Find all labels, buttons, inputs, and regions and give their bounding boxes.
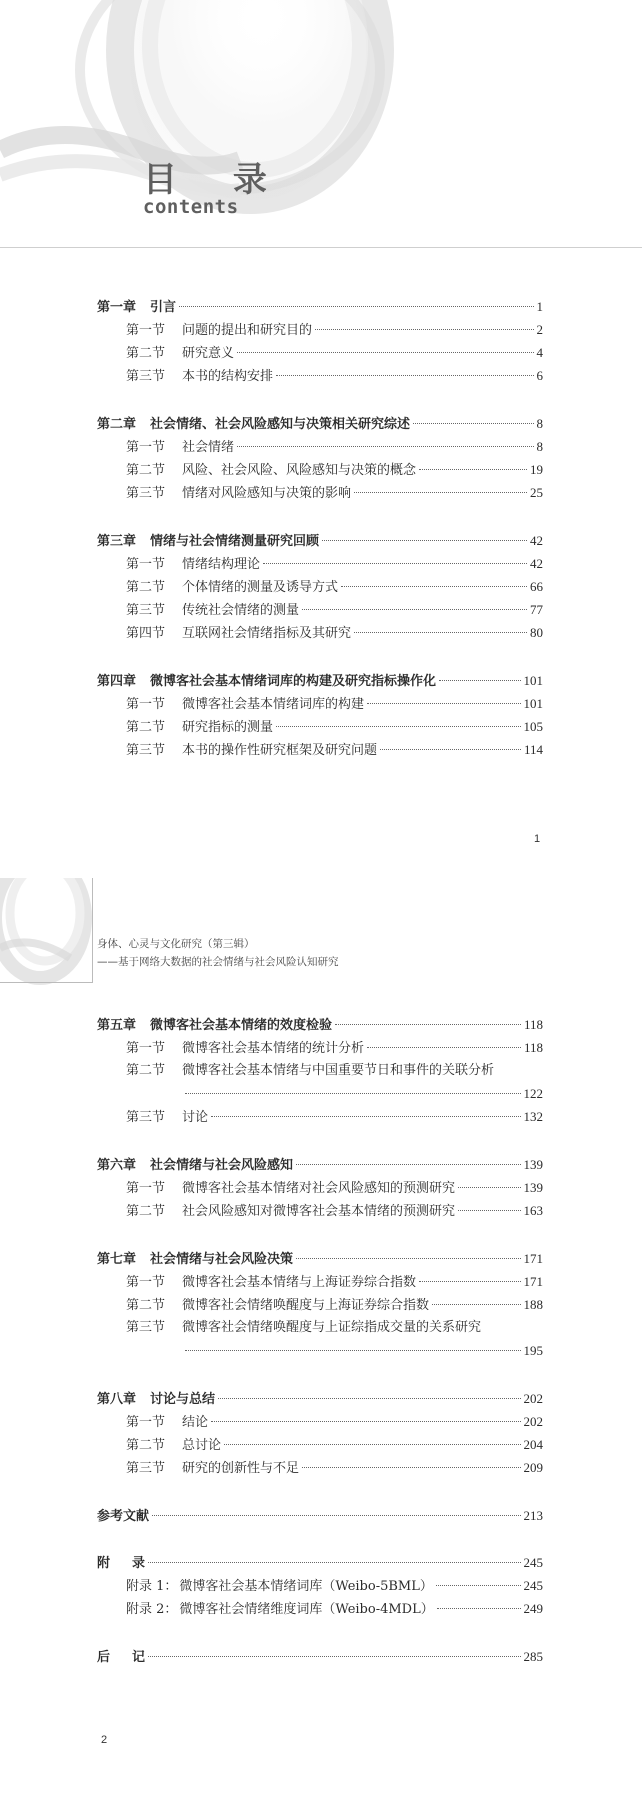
toc-appendix-entry[interactable] <box>97 1598 543 1620</box>
toc-entry-title: 微博客社会基本情绪与上海证券综合指数 <box>182 1275 417 1290</box>
toc-leader-dots <box>179 306 533 307</box>
toc-leader-dots <box>458 1210 520 1211</box>
toc-page-number: 171 <box>523 1251 543 1266</box>
toc-leader-dots <box>322 540 527 541</box>
toc-chapter-entry[interactable] <box>97 1646 543 1668</box>
toc-leader-dots <box>296 1258 520 1259</box>
toc-entry-label: 第八章 <box>97 1392 137 1407</box>
toc-entry-label: 后 <box>97 1650 111 1665</box>
toc-page-number: 188 <box>523 1297 543 1312</box>
toc-entry-title: 情绪与社会情绪测量研究回顾 <box>150 534 320 549</box>
toc-page-number: 80 <box>530 625 543 640</box>
toc-leader-dots <box>302 609 527 610</box>
toc-section-entry[interactable] <box>97 436 543 458</box>
toc-entry-title: 结论 <box>182 1415 209 1430</box>
toc-page-number: 132 <box>523 1109 543 1124</box>
toc-leader-dots <box>380 749 521 750</box>
toc-leader-dots <box>211 1116 520 1117</box>
toc-leader-dots <box>458 1187 520 1188</box>
toc-page-number: 209 <box>523 1460 543 1475</box>
toc-entry-label: 第六章 <box>97 1158 137 1173</box>
toc-entry-title: 社会情绪与社会风险感知 <box>150 1158 294 1173</box>
toc-entry-label: 第七章 <box>97 1252 137 1267</box>
toc-section-entry[interactable] <box>97 1317 543 1339</box>
toc-entry-label: 第一节 <box>126 697 166 712</box>
toc-entry-label: 第一节 <box>126 1415 166 1430</box>
toc-leader-dots <box>148 1656 520 1657</box>
toc-section-entry[interactable] <box>97 319 543 341</box>
toc-page-number: 118 <box>523 1040 543 1055</box>
toc-chapter-entry[interactable] <box>97 1154 543 1176</box>
toc-entry-label: 第二节 <box>126 346 166 361</box>
toc-section-entry[interactable] <box>97 1294 543 1316</box>
toc-chapter-entry[interactable] <box>97 530 543 552</box>
toc-page-number: 2 <box>536 322 543 337</box>
toc-section-entry[interactable] <box>97 693 543 715</box>
toc-page-number: 25 <box>530 485 543 500</box>
toc-chapter-entry[interactable] <box>97 1248 543 1270</box>
toc-leader-dots <box>367 1047 521 1048</box>
toc-section-entry[interactable] <box>97 553 543 575</box>
toc-leader-dots <box>341 586 527 587</box>
toc-entry-title: 微博客社会基本情绪与中国重要节日和事件的关联分析 <box>182 1063 495 1078</box>
toc-entry-title: 微博客社会基本情绪的统计分析 <box>182 1041 365 1056</box>
toc-entry-label: 第一节 <box>126 1041 166 1056</box>
toc-page-number: 163 <box>523 1203 543 1218</box>
toc-leader-dots <box>354 492 527 493</box>
toc-entry-title: 情绪对风险感知与决策的影响 <box>182 486 352 501</box>
toc-page-number: 202 <box>523 1414 543 1429</box>
toc-page-number: 42 <box>530 556 543 571</box>
toc-page-1 <box>0 0 642 868</box>
toc-entry-title: 研究指标的测量 <box>182 720 274 735</box>
toc-page-number: 6 <box>536 368 543 383</box>
toc-page-number: 285 <box>523 1649 543 1664</box>
toc-page-number: 245 <box>523 1578 543 1593</box>
toc-entry-title: 总讨论 <box>182 1438 222 1453</box>
toc-entry-title: 本书的操作性研究框架及研究问题 <box>182 743 378 758</box>
toc-entry-label: 第三章 <box>97 534 137 549</box>
toc-section-entry[interactable] <box>97 459 543 481</box>
toc-leader-dots <box>439 680 520 681</box>
toc-leader-dots <box>413 423 533 424</box>
toc-leader-dots <box>218 1398 520 1399</box>
toc-leader-dots <box>211 1421 520 1422</box>
page-number: 1 <box>534 833 541 845</box>
toc-leader-dots <box>436 1585 521 1586</box>
toc-entry-title: 引言 <box>150 300 177 315</box>
toc-entry-title: 微博客社会情绪维度词库（Weibo-4MDL） <box>179 1602 434 1617</box>
toc-page-number: 105 <box>523 719 543 734</box>
toc-entry-label: 附录 1： <box>126 1579 178 1594</box>
toc-title-cn: 目 录 <box>143 160 289 200</box>
toc-section-entry[interactable] <box>97 482 543 504</box>
toc-entry-label: 第四节 <box>126 626 166 641</box>
toc-entry-title: 社会情绪、社会风险感知与决策相关研究综述 <box>150 417 411 432</box>
toc-page-number: 249 <box>523 1601 543 1616</box>
toc-page-number: 202 <box>523 1391 543 1406</box>
toc-leader-dots <box>185 1350 521 1351</box>
toc-page-number: 8 <box>536 416 543 431</box>
toc-section-entry[interactable] <box>97 576 543 598</box>
toc-chapter-entry[interactable] <box>97 1014 543 1036</box>
toc-section-entry[interactable] <box>97 1106 543 1128</box>
toc-title-en: contents <box>143 196 239 218</box>
toc-entry-label: 第二节 <box>126 1298 166 1313</box>
toc-entry-title: 记 <box>132 1650 146 1665</box>
toc-entry-continuation[interactable] <box>97 1083 543 1105</box>
toc-entry-label: 第一节 <box>126 323 166 338</box>
toc-page-number: 139 <box>523 1157 543 1172</box>
toc-section-entry[interactable] <box>97 622 543 644</box>
toc-entry-title: 本书的结构安排 <box>182 369 274 384</box>
toc-entry-title: 微博客社会情绪唤醒度与上证综指成交量的关系研究 <box>182 1320 482 1335</box>
toc-entry-label: 第一节 <box>126 440 166 455</box>
toc-entry-label: 第五章 <box>97 1018 137 1033</box>
toc-leader-dots <box>335 1024 521 1025</box>
toc-chapter-entry[interactable] <box>97 296 543 318</box>
toc-leader-dots <box>354 632 527 633</box>
toc-entry-label: 第一节 <box>126 1181 166 1196</box>
toc-page-number: 204 <box>523 1437 543 1452</box>
toc-appendix-entry[interactable] <box>97 1575 543 1597</box>
toc-section-entry[interactable] <box>97 1200 543 1222</box>
toc-chapter-entry[interactable] <box>97 1388 543 1410</box>
corner-frame <box>0 878 93 983</box>
toc-entry-title: 个体情绪的测量及诱导方式 <box>182 580 339 595</box>
toc-entry-title: 参考文献 <box>97 1509 150 1524</box>
toc-entry-title: 传统社会情绪的测量 <box>182 603 300 618</box>
toc-entry-title: 微博客社会基本情绪词库的构建 <box>182 697 365 712</box>
toc-entry-label: 第一节 <box>126 557 166 572</box>
toc-page-number: 66 <box>530 579 543 594</box>
toc-entry-title: 录 <box>132 1556 146 1571</box>
toc-entry-title: 微博客社会基本情绪的效度检验 <box>150 1018 333 1033</box>
toc-leader-dots <box>237 446 533 447</box>
toc-entry-title: 讨论 <box>182 1110 209 1125</box>
toc-chapter-entry[interactable] <box>97 670 543 692</box>
header-rule <box>0 247 642 248</box>
page-number: 2 <box>101 1734 108 1746</box>
toc-leader-dots <box>185 1093 521 1094</box>
toc-entry-title: 微博客社会情绪唤醒度与上海证券综合指数 <box>182 1298 430 1313</box>
toc-page-number: 101 <box>523 673 543 688</box>
toc-leader-dots <box>148 1562 520 1563</box>
toc-leader-dots <box>296 1164 520 1165</box>
toc-section-entry[interactable] <box>97 716 543 738</box>
toc-page-number: 1 <box>536 299 543 314</box>
toc-entry-title: 讨论与总结 <box>150 1392 216 1407</box>
toc-section-entry[interactable] <box>97 599 543 621</box>
toc-section-entry[interactable] <box>97 1411 543 1433</box>
toc-section-entry[interactable] <box>97 1271 543 1293</box>
toc-leader-dots <box>276 375 533 376</box>
toc-entry-label: 第二节 <box>126 720 166 735</box>
toc-chapter-entry[interactable] <box>97 413 543 435</box>
toc-entry-title: 互联网社会情绪指标及其研究 <box>182 626 352 641</box>
toc-page-number: 77 <box>530 602 543 617</box>
toc-leader-dots <box>367 703 520 704</box>
toc-page-number: 213 <box>523 1508 543 1523</box>
toc-page-number: 42 <box>530 533 543 548</box>
toc-leader-dots <box>263 563 527 564</box>
toc-leader-dots <box>224 1444 520 1445</box>
toc-entry-title: 微博客社会基本情绪词库的构建及研究指标操作化 <box>150 674 437 689</box>
toc-section-entry[interactable] <box>97 1434 543 1456</box>
toc-entry-title: 社会情绪 <box>182 440 235 455</box>
running-header-series: 身体、心灵与文化研究（第三辑） <box>97 938 255 950</box>
toc-entry-title: 微博客社会基本情绪词库（Weibo-5BML） <box>179 1579 433 1594</box>
toc-entry-continuation[interactable] <box>97 1340 543 1362</box>
toc-page-2 <box>0 868 642 1798</box>
toc-leader-dots <box>315 329 533 330</box>
toc-entry-label: 第三节 <box>126 1461 166 1476</box>
toc-entry-label: 第三节 <box>126 1320 166 1335</box>
toc-entry-label: 第三节 <box>126 486 166 501</box>
toc-entry-label: 第二节 <box>126 1438 166 1453</box>
toc-page-number: 171 <box>523 1274 543 1289</box>
toc-page-number: 101 <box>523 696 543 711</box>
toc-page-number: 8 <box>536 439 543 454</box>
toc-entry-title: 问题的提出和研究目的 <box>182 323 313 338</box>
toc-entry-label: 第三节 <box>126 1110 166 1125</box>
toc-entry-label: 第二节 <box>126 580 166 595</box>
toc-entry-label: 附录 2： <box>126 1602 178 1617</box>
toc-entry-title: 研究的创新性与不足 <box>182 1461 300 1476</box>
toc-entry-label: 第二节 <box>126 463 166 478</box>
toc-entry-title: 风险、社会风险、风险感知与决策的概念 <box>182 463 417 478</box>
toc-entry-label: 第一节 <box>126 1275 166 1290</box>
toc-section-entry[interactable] <box>97 739 543 761</box>
toc-entry-label: 第二节 <box>126 1063 166 1078</box>
toc-entry-label: 附 <box>97 1556 111 1571</box>
toc-leader-dots <box>437 1608 521 1609</box>
toc-entry-label: 第二节 <box>126 1204 166 1219</box>
toc-section-entry[interactable] <box>97 342 543 364</box>
toc-entry-label: 第三节 <box>126 369 166 384</box>
toc-page-number: 122 <box>523 1086 543 1101</box>
toc-leader-dots <box>432 1304 520 1305</box>
toc-leader-dots <box>152 1515 520 1516</box>
toc-entry-title: 微博客社会基本情绪对社会风险感知的预测研究 <box>182 1181 456 1196</box>
toc-page-number: 195 <box>523 1343 543 1358</box>
toc-section-entry[interactable] <box>97 1457 543 1479</box>
toc-leader-dots <box>237 352 533 353</box>
toc-page-number: 19 <box>530 462 543 477</box>
toc-entry-title: 社会风险感知对微博客社会基本情绪的预测研究 <box>182 1204 456 1219</box>
toc-entry-label: 第一章 <box>97 300 137 315</box>
toc-entry-title: 研究意义 <box>182 346 235 361</box>
toc-page-number: 139 <box>523 1180 543 1195</box>
toc-leader-dots <box>419 469 527 470</box>
toc-page-number: 118 <box>523 1017 543 1032</box>
toc-entry-label: 第三节 <box>126 603 166 618</box>
toc-page-number: 114 <box>523 742 543 757</box>
toc-section-entry[interactable] <box>97 1037 543 1059</box>
toc-leader-dots <box>302 1467 520 1468</box>
toc-entry-title: 社会情绪与社会风险决策 <box>150 1252 294 1267</box>
toc-entry-title: 情绪结构理论 <box>182 557 261 572</box>
toc-section-entry[interactable] <box>97 1177 543 1199</box>
toc-entry-label: 第四章 <box>97 674 137 689</box>
toc-leader-dots <box>419 1281 520 1282</box>
toc-entry-label: 第二章 <box>97 417 137 432</box>
toc-leader-dots <box>276 726 520 727</box>
toc-page-number: 4 <box>536 345 543 360</box>
toc-chapter-entry[interactable] <box>97 1505 543 1527</box>
toc-section-entry[interactable] <box>97 365 543 387</box>
toc-page-number: 245 <box>523 1555 543 1570</box>
toc-chapter-entry[interactable] <box>97 1552 543 1574</box>
running-header-subtitle: ——基于网络大数据的社会情绪与社会风险认知研究 <box>97 956 339 968</box>
toc-section-entry[interactable] <box>97 1060 543 1082</box>
toc-entry-label: 第三节 <box>126 743 166 758</box>
